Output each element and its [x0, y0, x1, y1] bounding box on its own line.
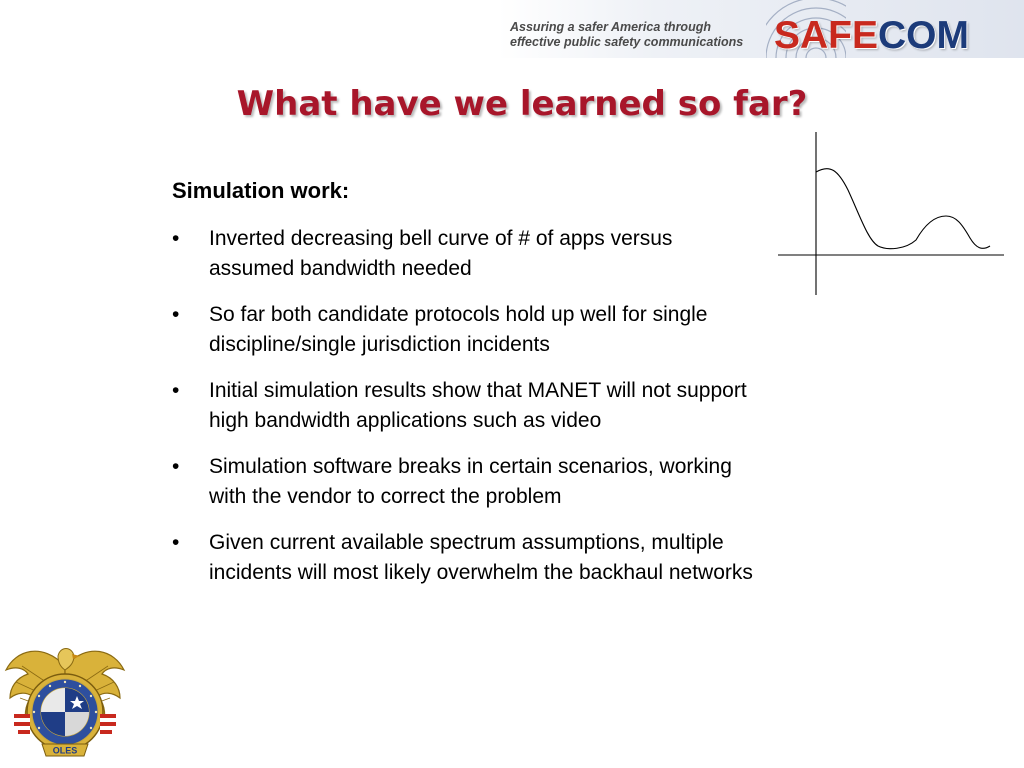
- bullet-item: [172, 300, 892, 360]
- bullet-item: [172, 376, 892, 436]
- bullet-text-line-2: discipline/single jurisdiction incidents: [209, 333, 550, 356]
- bullet-marker: •: [172, 379, 180, 402]
- bullet-item: [172, 528, 892, 588]
- bullet-text-line-2: incidents will most likely overwhelm the backhaul networks: [209, 561, 753, 584]
- safecom-logo: [774, 14, 969, 58]
- bullet-text-line-1: Given current available spectrum assumptions, multiple: [209, 531, 724, 554]
- seal-oles-text: OLES: [52, 745, 78, 756]
- bullet-marker: •: [172, 303, 180, 326]
- header-tagline: [510, 20, 780, 50]
- logo-com-text: COM: [878, 14, 970, 57]
- section-subheading: Simulation work:: [172, 178, 350, 203]
- bullet-item: [172, 224, 892, 284]
- slide-title: [0, 82, 1024, 126]
- bullet-list: [172, 224, 892, 588]
- logo-safe-text: SAFE: [774, 14, 879, 57]
- bullet-text-line-2: with the vendor to correct the problem: [209, 485, 562, 508]
- bullet-marker: •: [172, 531, 180, 554]
- bullet-text-line-1: Initial simulation results show that MANET will not support: [209, 379, 747, 402]
- bullet-text-line-2: assumed bandwidth needed: [209, 257, 472, 280]
- eagle-seal-icon: [2, 636, 128, 762]
- bullet-marker: •: [172, 227, 180, 250]
- bullet-text-line-1: So far both candidate protocols hold up well for single: [209, 303, 708, 326]
- bullet-text-line-1: Inverted decreasing bell curve of # of apps versus: [209, 227, 673, 250]
- bullet-text-line-1: Simulation software breaks in certain scenarios, working: [209, 455, 732, 478]
- slide-content: [172, 174, 892, 604]
- bullet-marker: •: [172, 455, 180, 478]
- bullet-item: [172, 452, 892, 512]
- tagline-line-2: effective public safety communications: [510, 35, 744, 49]
- slide-title-text: What have we learned so far?: [236, 84, 808, 124]
- bullet-text-line-2: high bandwidth applications such as video: [209, 409, 602, 432]
- tagline-line-1: Assuring a safer America through: [510, 20, 711, 34]
